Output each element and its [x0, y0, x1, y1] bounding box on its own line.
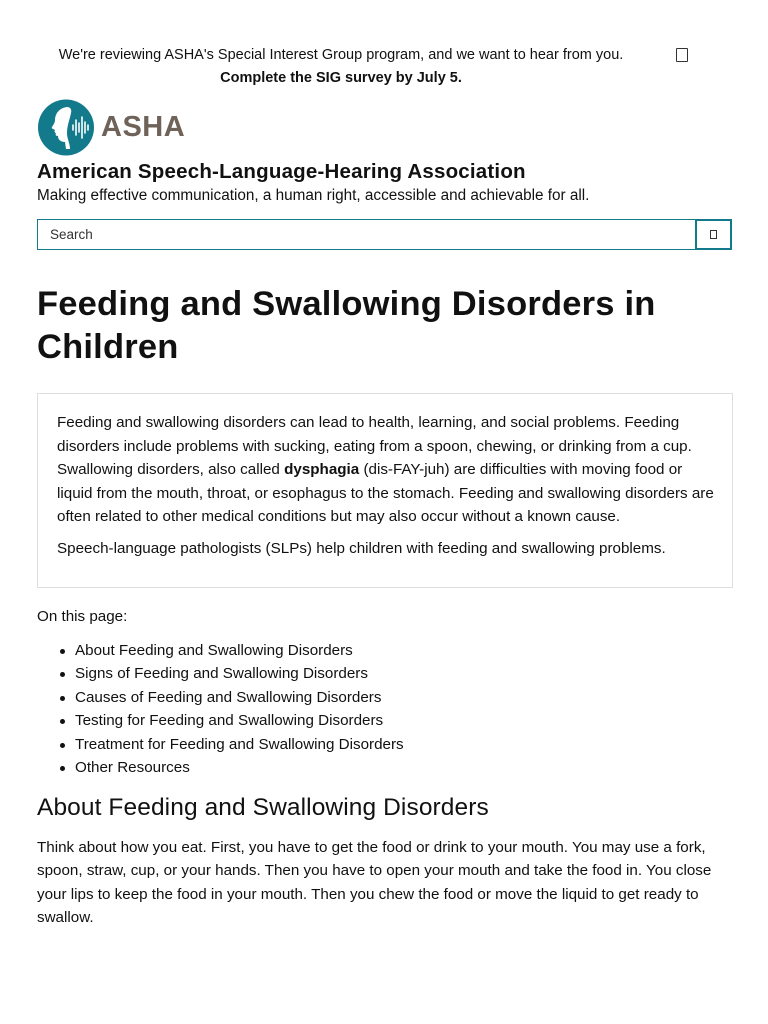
toc-link-resources[interactable]: Other Resources — [75, 756, 404, 779]
banner-cta-link[interactable]: Complete the SIG survey by July 5. — [220, 70, 462, 86]
intro-text-end: (dis-FAY-juh) are difficulties with moving food or liquid from the mouth, throat, or esophagus to the stomach. Feeding and swallowing disorders are often related to other medical conditions but may also occur without a known cause. — [57, 461, 714, 526]
search-button[interactable] — [695, 219, 732, 250]
intro-text-start: Feeding and swallowing disorders can lead to health, learning, and social problems. Feeding disorders include problems with sucking, eating from a spoon, chewing, or drinking from a cup. Swallowing disorders, also called — [57, 414, 692, 479]
slp-paragraph: Speech-language pathologists (SLPs) help children with feeding and swallowing problems. — [57, 539, 666, 557]
toc-link-treatment[interactable]: Treatment for Feeding and Swallowing Disorders — [75, 733, 404, 756]
search-input[interactable] — [37, 219, 695, 250]
search-icon — [710, 230, 717, 239]
toc-label: On this page: — [37, 608, 128, 625]
tagline: Making effective communication, a human right, accessible and achievable for all. — [37, 187, 590, 204]
close-icon[interactable] — [676, 48, 688, 62]
search-bar — [37, 219, 732, 250]
table-of-contents — [75, 639, 404, 779]
toc-link-signs[interactable]: Signs of Feeding and Swallowing Disorders — [75, 662, 404, 685]
asha-logo-mark-icon — [37, 99, 95, 156]
asha-logo[interactable] — [37, 99, 187, 156]
banner-message: We're reviewing ASHA's Special Interest Group program, and we want to hear from you. — [58, 47, 624, 63]
dysphagia-term: dysphagia — [284, 461, 360, 479]
intro-paragraph — [57, 411, 714, 529]
announcement-banner — [36, 44, 732, 92]
section-body-about: Think about how you eat. First, you have to get the food or drink to your mouth. You may use a fork, spoon, straw, cup, or your hands. Then you have to open your mouth and take the food in. You close your lips to keep the food in your mouth. Then you chew the food or move the liquid to get ready to swallow. — [37, 839, 712, 927]
org-name: American Speech-Language-Hearing Association — [37, 160, 526, 183]
toc-link-testing[interactable]: Testing for Feeding and Swallowing Disorders — [75, 709, 404, 732]
banner-text — [36, 44, 646, 90]
section-heading-about: About Feeding and Swallowing Disorders — [37, 794, 489, 821]
page-title: Feeding and Swallowing Disorders in Children — [37, 285, 656, 366]
toc-link-about[interactable]: About Feeding and Swallowing Disorders — [75, 639, 404, 662]
intro-summary-box — [37, 393, 733, 588]
logo-wordmark: ASHA — [101, 111, 186, 143]
toc-link-causes[interactable]: Causes of Feeding and Swallowing Disorders — [75, 686, 404, 709]
